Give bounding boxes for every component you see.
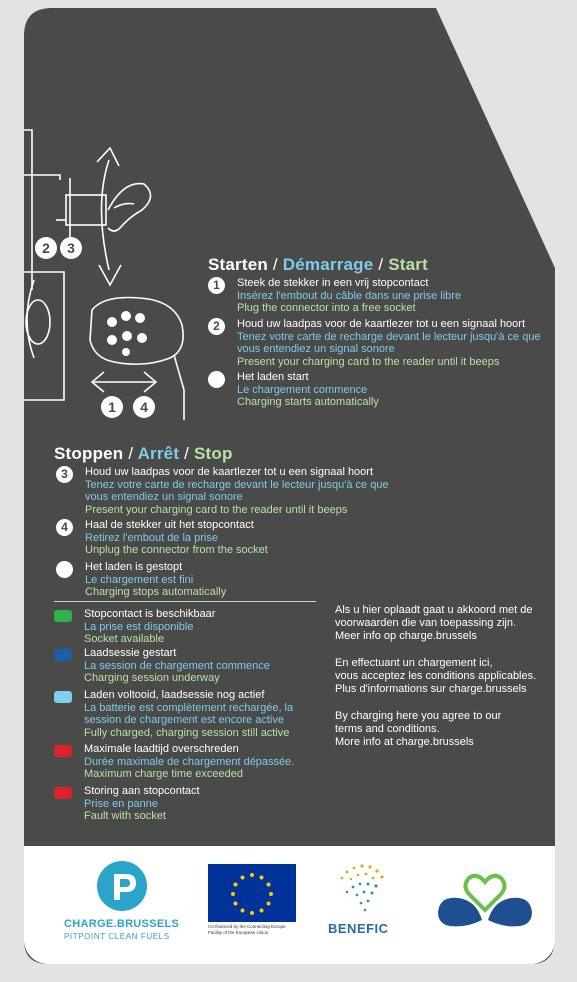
status-text-nl: Stopcontact is beschikbaar (84, 608, 216, 620)
step-text-fr: Le chargement commence (237, 383, 368, 396)
terms-fr-line-1: En effectuant un chargement ici, (335, 657, 493, 669)
start-heading-sep-2: / (378, 255, 384, 274)
start-heading-fr: Démarrage (282, 255, 374, 274)
status-swatch-green (54, 610, 72, 622)
start-heading-en: Start (388, 255, 428, 274)
status-text-fr: La session de chargement commence (84, 659, 270, 672)
step-number-badge: 4 (56, 519, 73, 536)
step-number-badge: 1 (208, 277, 225, 294)
step-text-nl: Houd uw laadpas voor de kaartlezer tot u een signaal hoort (237, 318, 526, 330)
step-text-en: Unplug the connector from the socket (85, 544, 268, 556)
eu-flag-logo (208, 864, 296, 922)
start-heading (208, 255, 428, 275)
status-text-fr-1: La batterie est complètement rechargée, la (84, 701, 294, 714)
charge-brussels-logo-text: CHARGE.BRUSSELS (64, 918, 180, 930)
footer-logos (24, 846, 555, 964)
stop-heading (54, 444, 233, 464)
step-number-badge: 3 (56, 466, 73, 483)
terms-en (335, 710, 501, 749)
terms-en-line-1: By charging here you agree to our (335, 710, 502, 722)
status-text-en: Fault with socket (84, 810, 166, 822)
start-heading-sep-1: / (272, 255, 278, 274)
step-text-fr: Le chargement est fini (85, 573, 194, 586)
benefic-logo-icon (330, 860, 394, 920)
step-text-fr-2: vous entendiez un signal sonore (237, 343, 395, 355)
benefic-logo-text: BENEFIC (328, 921, 389, 936)
step-text-nl: Steek de stekker in een vrij stopcontact (237, 277, 429, 289)
section-divider (54, 601, 316, 602)
heart-hands-logo-icon (436, 868, 534, 930)
step-text-nl: Het laden start (237, 371, 309, 383)
illustration-badge-4: 4 (133, 396, 155, 418)
step-text-fr: Retirez l'embout de la prise (85, 531, 218, 544)
step-text-en: Present your charging card to the reader until it beeps (237, 355, 500, 368)
eu-stars-icon (208, 864, 296, 922)
status-text-en: Socket available (84, 633, 165, 645)
status-text-fr: La prise est disponible (84, 620, 194, 633)
illustration-badge-3: 3 (60, 237, 82, 259)
status-swatch-blue (54, 649, 72, 661)
status-text-fr: Prise en panne (84, 797, 158, 810)
step-text-fr-2: vous entendiez un signal sonore (85, 491, 243, 503)
status-text-en: Maximum charge time exceeded (84, 768, 243, 780)
terms-en-line-3: More info at charge.brussels (335, 736, 474, 748)
status-swatch-light-blue (54, 691, 72, 703)
step-text-nl: Het laden is gestopt (85, 561, 183, 573)
status-text-nl: Maximale laadtijd overschreden (84, 743, 239, 755)
stop-heading-en: Stop (194, 444, 233, 463)
terms-en-line-2: terms and conditions. (335, 723, 440, 735)
eu-caption-line-2: Facility of the European Union (208, 929, 269, 935)
step-text-en: Plug the connector into a free socket (237, 302, 416, 314)
status-text-nl: Laden voltooid, laadsessie nog actief (84, 689, 265, 701)
step-text-en: Charging stops automatically (85, 586, 227, 598)
charger-illustration (24, 100, 204, 420)
terms-fr-line-3: Plus d'informations sur charge.brussels (335, 683, 527, 695)
step-number-badge: 2 (208, 318, 225, 335)
status-swatch-red (54, 787, 72, 799)
terms-fr (335, 657, 536, 696)
step-dot-badge (208, 371, 225, 388)
terms-fr-line-2: vous acceptez les conditions applicables. (335, 670, 537, 682)
step-text-fr-1: Tenez votre carte de recharge devant le lecteur jusqu'à ce que (85, 478, 389, 491)
terms-nl-line-2: voorwaarden die van toepassing zijn. (335, 617, 517, 629)
charge-brussels-logo-icon (96, 860, 148, 912)
eu-caption-line-1: Co-financed by the Connecting Europe (208, 924, 286, 929)
stop-heading-nl: Stoppen (54, 444, 124, 463)
illustration-badge-1: 1 (101, 396, 123, 418)
status-swatch-red-blinking (54, 745, 72, 757)
step-text-en: Charging starts automatically (237, 396, 379, 408)
stop-heading-fr: Arrêt (137, 444, 180, 463)
illustration-badge-2: 2 (35, 237, 57, 259)
eu-caption (208, 924, 286, 935)
terms-nl-line-1: Als u hier oplaadt gaat u akkoord met de (335, 604, 533, 616)
terms-nl-line-3: Meer info op charge.brussels (335, 630, 477, 642)
step-text-en: Present your charging card to the reader until it beeps (85, 503, 348, 516)
status-text-fr: Durée maximale de chargement dépassée. (84, 755, 295, 768)
status-text-en: Charging session underway (84, 672, 220, 684)
step-text-nl: Haal de stekker uit het stopcontact (85, 519, 254, 531)
step-text-fr: Insérez l'embout du câble dans une prise libre (237, 289, 462, 302)
pitpoint-logo-text: PITPOINT CLEAN FUELS (64, 932, 170, 941)
status-text-fr-2: session de chargement est encore active (84, 714, 284, 726)
terms-nl (335, 604, 533, 643)
step-dot-badge (56, 561, 73, 578)
status-text-nl: Storing aan stopcontact (84, 785, 200, 797)
start-heading-nl: Starten (208, 255, 268, 274)
step-text-nl: Houd uw laadpas voor de kaartlezer tot u een signaal hoort (85, 466, 374, 478)
stop-heading-sep-1: / (128, 444, 134, 463)
step-text-fr-1: Tenez votre carte de recharge devant le lecteur jusqu'à ce que (237, 330, 541, 343)
status-text-nl: Laadsessie gestart (84, 647, 177, 659)
status-text-en: Fully charged, charging session still active (84, 726, 290, 739)
stop-heading-sep-2: / (184, 444, 190, 463)
